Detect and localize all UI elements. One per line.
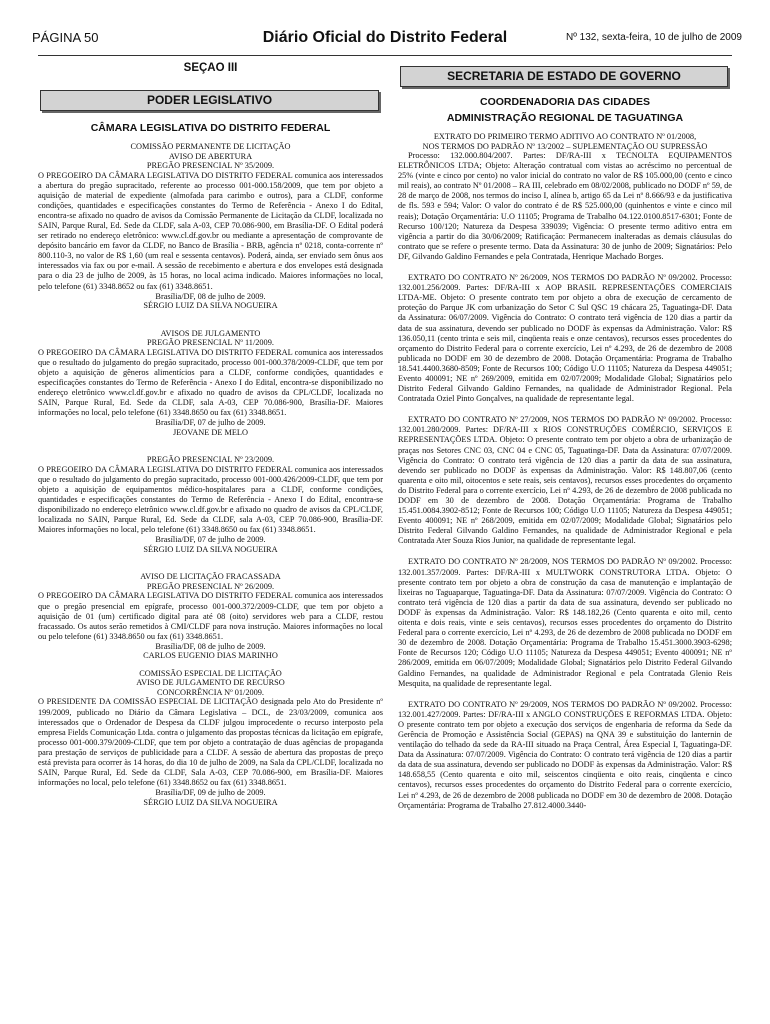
- admin-title: ADMINISTRAÇÃO REGIONAL DE TAGUATINGA: [446, 112, 684, 124]
- notice-head: PREGÃO PRESENCIAL Nº 26/2009.: [146, 581, 275, 591]
- notice: [38, 142, 383, 311]
- notice-signer: SÉRGIO LUIZ DA SILVA NOGUEIRA: [143, 544, 278, 554]
- notice-head: AVISOS DE JULGAMENTO: [160, 328, 261, 338]
- extract-body: EXTRATO DO CONTRATO Nº 27/2009, NOS TERMOS DO PADRÃO Nº 09/2002. Processo: 132.001.280/2009. Partes: DF/RA-III x RIOS CONSTRUÇÕES COMÉRCIO, SERVIÇOS E REPRESENTAÇÕES LTDA. Objeto: O presente contrato tem por objeto a obra de urbanização de praças nos Setores CNC 03, CNC 04 e CNC 05, Taguatinga-DF. Data da Assinatura: 07/07/2009. Vigência do Contrato: O contrato terá vigência de 120 dias a partir da data de sua assinatura, devendo ser publicado no DODF às expensas da Administração. Valor: R$ 148.807,06 (cento quarenta e oito mil, oitocentos e sete reais, seis centavos), recursos esses procedentes do orçamento do Distrito Federal para o corrente exercício, Lei nº 4.293, de 26 de dezembro de 2008 publicada no DODF em 30 de dezembro de 2008. Dotação Orçamentária: Programa de Trabalho 15.451.0084.3902-8512; Fonte de Recursos 100; Código U.O 11105; Natureza da Despesa 449051; Evento 400091; NE nº 268/2009, emitida em 02/07/2009; Modalidade Global; Signatários pelo Distrito Federal Gilvando Galdino Fernandes, na qualidade de Administrador Regional e pela Contratada Ater Souza Rios Junior, na qualidade de representante legal.: [398, 415, 732, 546]
- extract-body: EXTRATO DO CONTRATO Nº 28/2009, NOS TERMOS DO PADRÃO Nº 09/2002. Processo: 132.001.357/2009. Partes: DF/RA-III x MULTWORK CONSTRUTORA LTDA. Objeto: O presente contrato tem por objeto a obra de construção da casa de manutenção e implantação de lixeiras no Taguaparque, Taguatinga-DF. Data da Assinatura: 07/07/2009. Vigência do Contrato: O contrato terá vigência de 120 dias a partir da data de sua assinatura, devendo ser publicado no DODF às expensas da Administração. Valor: R$ 148.182,26 (Cento quarenta e oito mil, cento oitenta e dois reais, vinte e seis centavos), recursos esses procedentes do orçamento do Distrito Federal para o corrente exercício, Lei nº 4.293, de 26 de dezembro de 2008 publicada no DODF em 30 de dezembro de 2008. Dotação Orçamentária: Programa de Trabalho 15.451.3000.3903-6298; Fonte de Recursos 120; Código U.O 11105; Natureza da Despesa 449051; Evento 400091; NE nº 286/2009, emitida em 06/07/2009; Modalidade Global; Signatários pelo Distrito Federal Gilvando Galdino Fernandes, na qualidade de Administrador Regional e pela Contratada Glenio Reis Mesquita, na qualidade de representante legal.: [398, 557, 732, 688]
- notice-date: Brasília/DF, 07 de julho de 2009.: [155, 535, 266, 545]
- notice-head: CONCORRÊNCIA Nº 01/2009.: [157, 687, 264, 697]
- extract-head: NOS TERMOS DO PADRÃO Nº 13/2002 – SUPLEMENTAÇÃO OU SUPRESSÃO: [422, 141, 708, 151]
- notice-head: PREGÃO PRESENCIAL Nº 11/2009.: [147, 338, 274, 348]
- extract: [398, 700, 732, 811]
- page-number: PÁGINA 50: [32, 30, 99, 45]
- notice-body: O PREGOEIRO DA CÂMARA LEGISLATIVA DO DISTRITO FEDERAL comunica aos interessados que o pregão presencial em epígrafe, processo 001-000.372/2009-CLDF, que tem por objeto a aquisição de 01 (um) certificado digital para até 08 (oito) servidores web para a CLDF, restou fracassado. Os autos serão remetidos à CMI/CLDF para nova instrução. Maiores informações no local ou pelo telefone (61) 3348.8650 ou fax (61) 3348.8651.: [38, 591, 383, 641]
- power-band: PODER LEGISLATIVO: [40, 90, 379, 111]
- extract: [398, 415, 732, 546]
- notice-body: O PREGOEIRO DA CÂMARA LEGISLATIVA DO DISTRITO FEDERAL comunica aos interessados que o resultado do julgamento do pregão supracitado, processo 001-000.378/2009-CLDF, que tem por objeto a aquisição de gêneros alimentícios para a CLDF, conforme condições, quantidades e especificações constantes do Termo de Referência - Anexo I do Edital, encontra-se disponibilizado no endereço eletrônico www.cl.df.gov.br e afixado no quadro de avisos da CPL/CLDF, localizada no SAIN, Parque Rural, Ed. Sede da CLDF, sala A-03, CEP 70.086-900, Brasília-DF. Maiores informações no local, pelo telefone (61) 3348.8650 ou fax (61) 3348.8651.: [38, 347, 383, 418]
- notice-body: O PRESIDENTE DA COMISSÃO ESPECIAL DE LICITAÇÃO designada pelo Ato do Presidente nº 199/2009, publicado no Diário da Câmara Legislativa – DCL, de 23/03/2009, comunica aos interessados que o Ordenador de Despesa da CLDF julgou improcedente o recurso interposto pela empresa Fields Comunicação Ltda. contra o julgamento das propostas técnicas da licitação em epígrafe, processo 001-000.379/2009-CLDF, que tem por objeto a contratação de duas agências de propaganda para prestação de serviços de publicidade para a CLDF. A sessão de abertura das propostas de preço está prevista para ocorrer às 14 horas, do dia 10 de julho de 2009, na Sala da CPL/CLDF, localizada no SAIN, Parque Rural, Ed. Sede da CLDF, Sala A-03, CEP 70.086-900, em Brasília-DF. Maiores informações no local, pelo telefone (61) 3348.8652 ou fax (61) 3348.8651.: [38, 697, 383, 788]
- issue-date: Nº 132, sexta-feira, 10 de julho de 2009: [566, 32, 742, 43]
- notice-body: O PREGOEIRO DA CÂMARA LEGISLATIVA DO DISTRITO FEDERAL comunica aos interessados que o resultado do julgamento do pregão supracitado, processo 001-000.426/2009-CLDF, que tem por objeto a aquisição de equipamentos médico-hospitalares para a CLDF, conforme condições, quantidades e especificações constantes do Termo de Referência - Anexo I do Edital, encontra-se disponibilizado no endereço eletrônico www.cl.df.gov.br e afixado no quadro de avisos da CPL/CLDF, localizada no SAIN, Parque Rural, Ed. Sede da CLDF, sala A-03, CEP 70.086-900, Brasília-DF. Maiores informações no local, pelo telefone (61) 3348.8650 ou fax (61) 3348.8651.: [38, 464, 383, 535]
- coordination-title: COORDENADORIA DAS CIDADES: [480, 96, 650, 108]
- notice-head: AVISO DE LICITAÇÃO FRACASSADA: [140, 572, 281, 582]
- notice-head: COMISSÃO PERMANENTE DE LICITAÇÃO: [130, 142, 291, 151]
- extract-body: Processo: 132.000.804/2007. Partes: DF/RA-III x TECNOLTA EQUIPAMENTOS ELETRÔNICOS LTDA; Objeto: Alteração contratual com vistas ao acréscimo no percentual de 25% (vinte e cinco por cento) no valor inicial do contrato no valor de R$ 105.000,00 (cento e cinco mil reais), ao contrato Nº 01/2008 – RA III, celebrado em 08/02/2008, publicado no DODF nº 59, de 28 de março de 2008, nos termos do inciso I, alínea b, artigo 65 da Lei nº 8.666/93 e da justificativa de fls. 593 e 594; Valor: O valor do contrato é de R$ 525.000,00 (quinhentos e vinte e cinco mil reais); Dotação Orçamentária: U.O 11105; Programa de Trabalho 04.122.0100.8517-6301; Fonte de Recurso 100/120; Natureza da Despesa 339039; Vigência: O presente termo aditivo entra em vigência a partir do dia 30/06/2009; Ratificação: Permanecem inalteradas as demais cláusulas do contrato que se refere o presente termo. Data da Assinatura: 30 de junho de 2009; Signatários: Pelo DF, Gilvando Galdino Fernandes e pela Contratada, Henrique Machado Borges.: [398, 151, 732, 261]
- notice-date: Brasília/DF, 07 de julho de 2009.: [155, 418, 266, 428]
- notice-head: PREGÃO PRESENCIAL Nº 35/2009.: [146, 161, 275, 170]
- notice: [38, 455, 383, 554]
- notice-signer: CARLOS EUGENIO DIAS MARINHO: [143, 651, 278, 661]
- notice-head: AVISO DE ABERTURA: [168, 151, 253, 161]
- notice-date: Brasília/DF, 09 de julho de 2009.: [155, 788, 266, 798]
- notice-date: Brasília/DF, 08 de julho de 2009.: [155, 641, 266, 651]
- notice: [38, 329, 383, 438]
- gazette-title: Diário Oficial do Distrito Federal: [262, 29, 508, 46]
- notice-head: PREGÃO PRESENCIAL Nº 23/2009.: [146, 455, 275, 465]
- extract-body: EXTRATO DO CONTRATO Nº 29/2009, NOS TERMOS DO PADRÃO Nº 09/2002. Processo: 132.001.427/2009. Partes: DF/RA-III x ANGLO CONSTRUÇÕES E REFORMAS LTDA. Objeto: O presente contrato tem por objeto a execução dos serviços de engenharia de reforma da Sede da Gerência de Promoção e Assistência Social (GEPAS) na QNA 39 e substituição do lanternin de ventilação do telhado da sede da RA-III situado na Praça Central, Área Especial I, Taguatinga-DF. Data da Assinatura: 07/07/2009. Vigência do Contrato: O contrato terá vigência de 120 dias a partir da data de sua assinatura, devendo ser publicado no DODF às expensas da Administração. Valor: R$ 148.658,55 (Cento quarenta e oito mil, seiscentos cinqüenta e oito reais, cinqüenta e cinco centavos), recursos esses procedentes do orçamento do Distrito Federal para o corrente exercício, Lei nº 4.293, de 26 de dezembro de 2008 publicada no DODF em 30 de dezembro de 2008. Dotação Orçamentária: Programa de Trabalho 27.812.4000.3440-: [398, 699, 732, 810]
- notice-head: COMISSÃO ESPECIAL DE LICITAÇÃO: [139, 668, 282, 678]
- extract-body: EXTRATO DO CONTRATO Nº 26/2009, NOS TERMOS DO PADRÃO Nº 09/2002. Processo: 132.001.256/2009. Partes: DF/RA-III x AOP BRASIL REPRESENTAÇÕES COMERCIAIS LTDA-ME. Objeto: O presente contrato tem por objeto a obra de execução de cercamento de proteção do Parque JK com urbanização do Setor C Sul QSC 19 chácara 25, Taguatinga-DF. Data da Assinatura: 06/07/2009. Vigência do Contrato: O contrato terá vigência de 120 dias a partir da data de sua assinatura, devendo ser publicado no DODF às expensas da Administração. Valor: R$ 136.050,11 (cento trinta e seis mil, cinqüenta reais e onze centavos), recursos esses procedentes do orçamento do Distrito Federal para o corrente exercício, Lei nº 4.293, de 26 de dezembro de 2008 publicada no DODF em 30 de dezembro de 2008. Dotação Orçamentária: Programa de Trabalho 18.541.4400.3680-8509; Fonte de Recursos 100; Código U.O 11105; Natureza da Despesa 449051; Evento 400091; NE nº 269/2009, emitida em 02/07/2009; Modalidade Global; Signatários pelo Distrito Federal Gilvando Galdino Fernandes, na qualidade de Administrador Regional. Pela Contratada Oziel Pinto Gonçalves, na qualidade de representante legal.: [398, 273, 732, 404]
- notice-signer: JEOVANE DE MELO: [173, 427, 248, 437]
- page-header: [28, 30, 742, 52]
- notice-head: AVISO DE JULGAMENTO DE RECURSO: [136, 678, 285, 688]
- org-title: CÂMARA LEGISLATIVA DO DISTRITO FEDERAL: [90, 122, 331, 134]
- header-rule: [38, 55, 732, 56]
- left-column: [38, 62, 383, 815]
- notice: [38, 669, 383, 807]
- notice-date: Brasília/DF, 08 de julho de 2009.: [155, 291, 266, 301]
- notice: [38, 572, 383, 660]
- notice-body: O PREGOEIRO DA CÂMARA LEGISLATIVA DO DISTRITO FEDERAL comunica aos interessados a abertura do pregão supracitado, referente ao processo 001-000.158/2009, que tem por objeto a aquisição de material de expediente (almofada para carimbo e outros), para a CLDF, conforme condições, quantidades e especificações constantes do Termo de Referência - Anexo I do Edital, encontra-se afixado no quadro de avisos da Comissão Permanente de Licitação da CLDF, localizada no SAIN, Parque Rural, Ed. Sede da CLDF, sala A-03, CEP 70.086-900, em Brasília-DF. O Edital poderá ser retirado no endereço eletrônico: www.cl.df.gov.br ou mediante a apresentação de comprovante de depósito bancário em favor da CLDF, no Banco de Brasília - BRB, agência nº 0218, conta-corrente nº 800.110-3, no valor de R$ 1,60 (um real e sessenta centavos). Poderá, ainda, ser enviado sem ônus aos interessados via fax ou por e-mail. A sessão de recebimento e abertura e dos envelopes está designada para o dia 23 de julho de 2009, às 15 horas, no local acima indicado. Maiores informações no local, pelo telefone (61) 3348.8652 ou fax (61) 3348.8651.: [38, 170, 383, 291]
- secretariat-band: SECRETARIA DE ESTADO DE GOVERNO: [400, 66, 728, 87]
- section-title: SEÇÃO III: [183, 62, 238, 74]
- notice-signer: SÉRGIO LUIZ DA SILVA NOGUEIRA: [143, 301, 278, 311]
- right-column: [398, 62, 732, 822]
- extract: [398, 273, 732, 404]
- extract: [398, 557, 732, 688]
- notice-signer: SÉRGIO LUIZ DA SILVA NOGUEIRA: [143, 797, 278, 807]
- extract-head: EXTRATO DO PRIMEIRO TERMO ADITIVO AO CONTRATO Nº 01/2008,: [433, 132, 697, 141]
- extract: [398, 132, 732, 262]
